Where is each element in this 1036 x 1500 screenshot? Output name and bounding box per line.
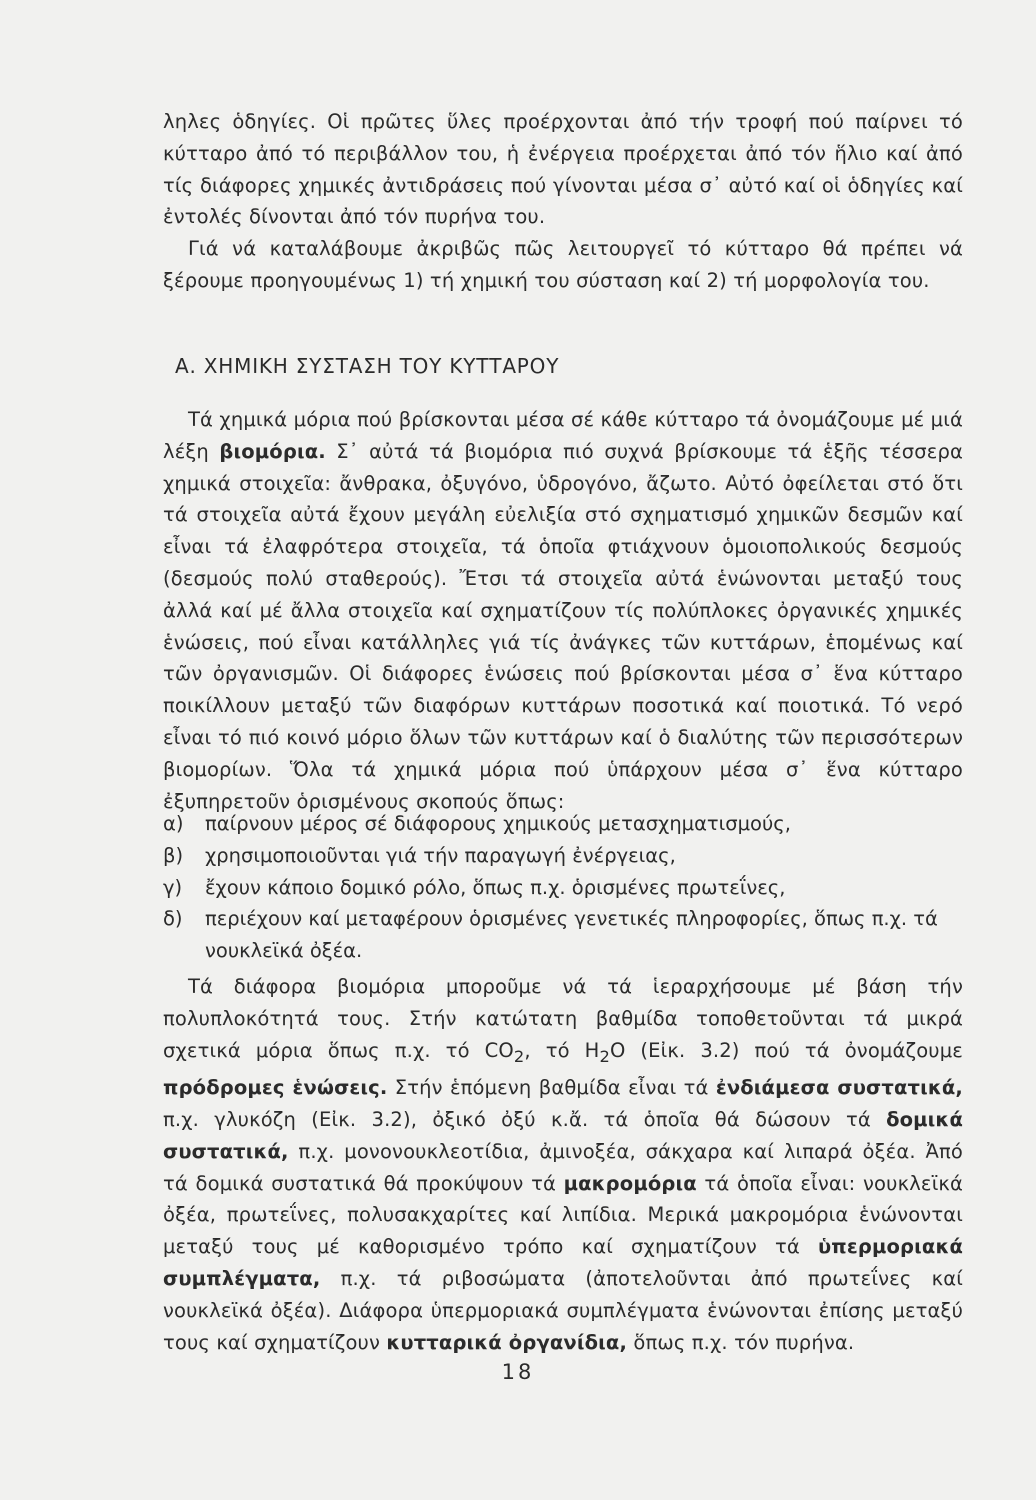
list-marker: γ) <box>163 875 183 899</box>
list-item <box>163 840 963 872</box>
term-precursors: πρόδρομες ἑνώσεις. <box>163 1076 388 1100</box>
term-macromolecules: μακρομόρια <box>563 1171 697 1195</box>
term-intermediates: ἐνδιάμεσα συστατικά, <box>715 1076 963 1100</box>
list-item <box>163 872 963 904</box>
term-supramolecular: ὑπερμοριακά συμπλέγματα, <box>163 1235 963 1291</box>
text-run: Στήν ἑπόμενη βαθμίδα εἶναι τά <box>387 1076 716 1100</box>
term-biomolecules: βιομόρια. <box>219 439 326 463</box>
text-run: π.χ. μονονουκλεοτίδια, ἀμινοξέα, σάκχαρα καί λιπαρά ὀξέα. Ἀπό τά δομικά συστατικά θά προκύψουν τά <box>163 1139 963 1195</box>
text-run: π.χ. τά ριβοσώματα (ἀποτελοῦνται ἀπό πρωτεΐνες καί νουκλεϊκά ὀξέα). Διάφορα ὑπερμοριακά συμπλέγματα ἑνώνονται ἐπίσης μεταξύ τους καί σχηματίζουν <box>163 1267 963 1354</box>
section-paragraph <box>163 404 963 817</box>
subscript: 2 <box>513 1046 525 1066</box>
list-marker: α) <box>163 812 184 835</box>
hierarchy-paragraph <box>163 971 963 1358</box>
intro-paragraph-2: Γιά νά καταλάβουμε ἀκριβῶς πῶς λειτουργεῖ τό κύτταρο θά πρέπει νά ξέρουμε προηγουμένως 1) τή χημική του σύσταση καί 2) τή μορφολογία του. <box>163 237 963 292</box>
text-run: π.χ. γλυκόζη (Εἰκ. 3.2), ὀξικό ὀξύ κ.ἄ. τά ὁποῖα θά δώσουν τά <box>163 1108 887 1132</box>
text-run: O (Εἰκ. 3.2) πού τά ὀνομάζουμε <box>609 1038 963 1062</box>
list-marker: β) <box>163 843 184 867</box>
term-building-blocks: δομικά συστατικά, <box>163 1108 963 1163</box>
text-run: Τά χημικά μόρια πού βρίσκονται μέσα σέ κάθε κύτταρο τά ὀνομάζουμε μέ μιά λέξη <box>163 408 963 463</box>
intro-paragraph: ληλες ὁδηγίες. Οἱ πρῶτες ὕλες προέρχονται ἀπό τήν τροφή πού παίρνει τό κύτταρο ἀπό τό περιβάλλον του, ἡ ἐνέργεια προέρχεται ἀπό τόν ἥλιο καί ἀπό τίς διάφορες χημικές ἀντιδράσεις πού γίνονται μέσα σ᾽ αὐτό καί οἱ ὁδηγίες καί ἐντολές δίνονται ἀπό τόν πυρήνα του. <box>163 110 963 229</box>
list-text: παίρνουν μέρος σέ διάφορους χημικούς μετασχηματισμούς, <box>205 812 791 835</box>
intro-text <box>163 106 963 297</box>
text-run: τά ὁποῖα εἶναι: νουκλεϊκά ὀξέα, πρωτεΐνες, πολυσακχαρίτες καί λιπίδια. Μερικά μακρομόρια ἑνώνονται μεταξύ τους μέ καθορισμένο τρόπο καί σχηματίζουν τά <box>163 1171 963 1259</box>
text-run: ὅπως π.χ. τόν πυρήνα. <box>627 1330 855 1354</box>
section-heading: Α. ΧΗΜΙΚΗ ΣΥΣΤΑΣΗ ΤΟΥ ΚΥΤΤΑΡΟΥ <box>175 354 560 378</box>
list-item <box>163 808 963 840</box>
list-item <box>163 903 963 967</box>
page-number: 18 <box>501 1360 535 1384</box>
list-text: περιέχουν καί μεταφέρουν ὁρισμένες γενετικές πληροφορίες, ὅπως π.χ. τά νουκλεϊκά ὀξέα. <box>205 907 938 963</box>
list-marker: δ) <box>163 907 183 931</box>
text-run: Σ᾽ αὐτά τά βιομόρια πιό συχνά βρίσκουμε τά ἑξῆς τέσσερα χημικά στοιχεῖα: ἄνθρακα, ὀξυγόνο, ὑδρογόνο, ἄζωτο. Αὐτό ὀφείλεται στό ὅτι τά στοιχεῖα αὐτά ἔχουν μεγάλη εὐελιξία στό σχηματισμό χημικῶν δεσμῶν καί εἶναι τά ἐλαφρότερα στοιχεῖα, τά ὁποῖα φτιάχνουν ὁμοιοπολικούς δεσμούς (δεσμούς πολύ σταθερούς). Ἔτσι τά στοιχεῖα αὐτά ἑνώνονται μεταξύ τους ἀλλά καί μέ ἄλλα στοιχεῖα καί σχηματίζουν τίς πολύπλοκες ὀργανικές χημικές ἑνώσεις, πού εἶναι κατάλληλες γιά τίς ἀνάγκες τῶν κυττάρων, ἑπομένως καί τῶν ὀργανισμῶν. Οἱ διάφορες ἑνώσεις πού βρίσκονται μέσα σ᾽ ἕνα κύτταρο ποικίλλουν μεταξύ τῶν διαφόρων κυττάρων ποσοτικά καί ποιοτικά. Τό νερό εἶναι τό πιό κοινό μόριο ὅλων τῶν κυττάρων καί ὁ διαλύτης τῶν περισσότερων βιομορίων. Ὅλα τά χημικά μόρια πού ὑπάρχουν μέσα σ᾽ ἕνα κύτταρο ἐξυπηρετοῦν ὁρισμένους σκοπούς ὅπως: <box>163 439 964 813</box>
term-organelles: κυτταρικά ὀργανίδια, <box>386 1330 628 1354</box>
list-text: χρησιμοποιοῦνται γιά τήν παραγωγή ἐνέργειας, <box>205 843 676 867</box>
subscript: 2 <box>599 1046 610 1066</box>
list-text: ἔχουν κάποιο δομικό ρόλο, ὅπως π.χ. ὁρισμένες πρωτεΐνες, <box>205 875 786 899</box>
purpose-list <box>163 808 963 967</box>
text-run: Τά διάφορα βιομόρια μποροῦμε νά τά ἱεραρχήσουμε μέ βάση τήν πολυπλοκότητά τους. Στήν κατώτατη βαθμίδα τοποθετοῦνται τά μικρά σχετικά μόρια ὅπως π.χ. τό CO <box>163 975 963 1062</box>
text-run: , τό H <box>524 1038 600 1062</box>
